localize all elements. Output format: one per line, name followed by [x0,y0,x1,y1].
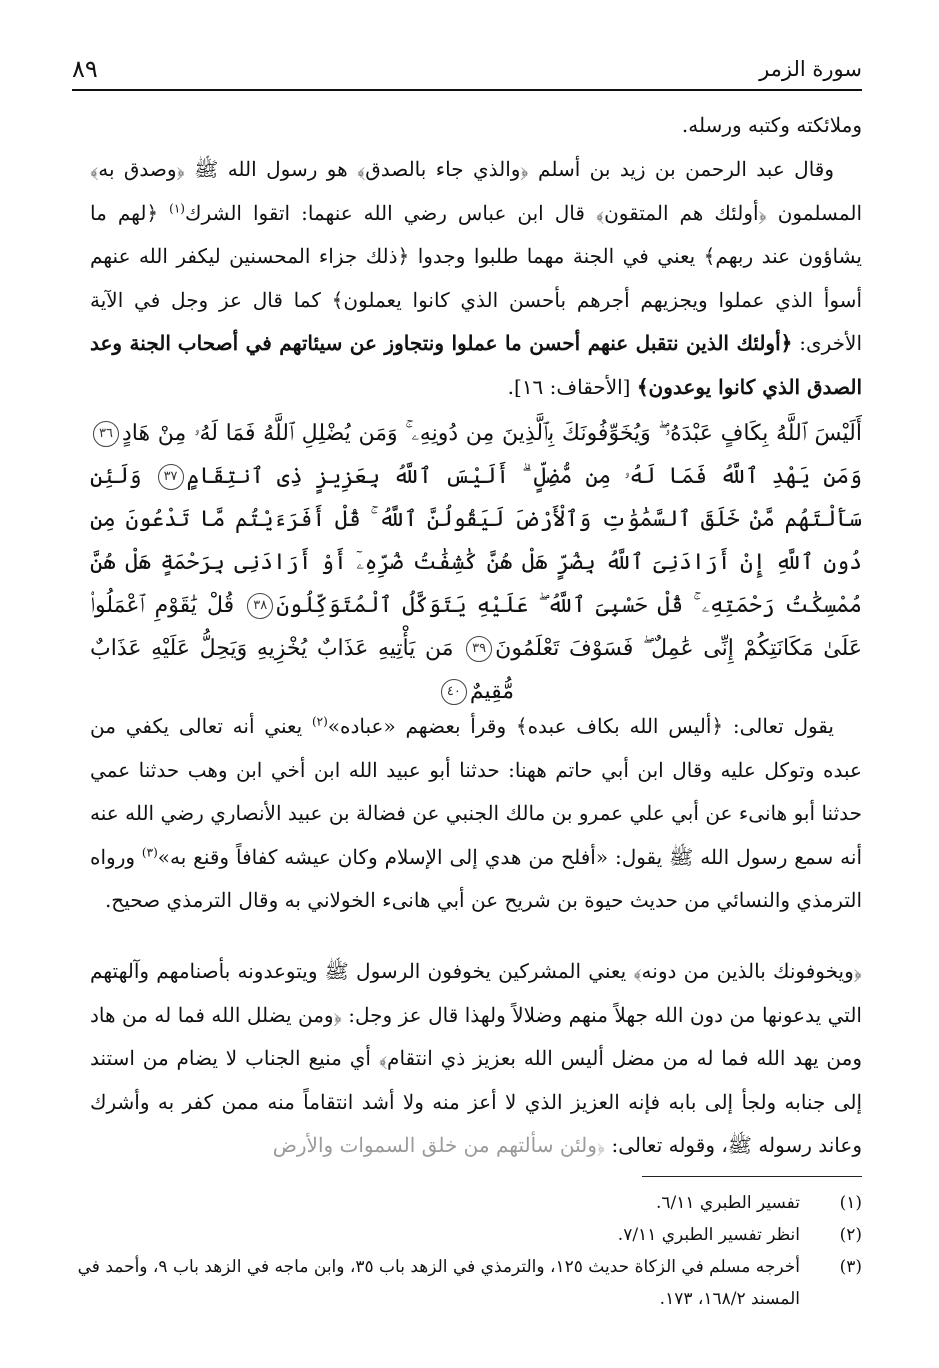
page-header [72,55,862,91]
ayah-number-38: ٣٨ [247,593,273,619]
footnote-ref-2: (٢) [311,714,328,729]
paragraph-abdulrahman [90,148,862,409]
p2-line-2b: ﴿لهم [117,200,170,225]
p4-faded-text: ﴿ولئن سألتهم من خلق السموات والأرض [272,1133,606,1157]
verse-39: قُلْ يَٰقَوْمِ ٱعْمَلُوا۟ عَلَىٰ مَكَانَتِكُمْ إِنِّى عَٰمِلٌ ۖ فَسَوْفَ تَعْلَمُونَ [90,593,863,661]
p3-text-c: ورواه الترمذي والنسائي من حديث حيوة بن شريح عن أبي هانىء الخولاني به وقال الترمذي صحيح. [90,844,862,912]
ayah-number-36: ٣٦ [93,421,119,447]
p2-line-3: ما يشاؤون عند ربهم﴾ يعني في الجنة مهما طلبوا وجدوا ﴿ذلك جزاء المحسنين ليكفر الله [90,200,863,268]
footnote-mark: (٣) [839,1257,862,1277]
paragraph-tafsir-37 [90,950,862,1168]
footnote-ref-1: (١) [169,200,185,215]
footnote-ref-3: (٣) [141,844,158,859]
footnote-1 [77,1187,862,1219]
surah-name: سورة الزمر [759,57,862,81]
p4-text: ﴿ويخوفونك بالذين من دونه﴾ يعني المشركين يخوفون الرسول ﷺ ويتوعدونه بأصنامهم وآلهتهم التي يدعونها من دون الله جهلاً منهم وضلالاً ولهذا قال عز وجل: ﴿ومن يضلل الله فما له من هاد ومن يهد الله فما له من مضل أليس الله بعزيز ذي انتقام﴾ أي منيع الجناب لا يضام من استند إلى جنابه ولجأ إلى بابه فإنه العزيز الذي لا أعز منه ولا أشد انتقاماً منه ممن كفر به وأشرك وعاند رسوله ﷺ، وقوله تعالى: [90,959,862,1157]
footnote-text: أخرجه مسلم في الزكاة حديث ١٢٥، والترمذي في الزهد باب ٣٥، وابن ماجه في الزهد باب ٩، وأحمد في المسند ١٦٨/٢، ١٧٣. [77,1257,800,1309]
footnote-text: تفسير الطبري ٦/١١. [655,1193,800,1213]
verse-36: أَلَيْسَ ٱللَّهُ بِكَافٍ عَبْدَهُۥ ۖ وَيُخَوِّفُونَكَ بِٱلَّذِينَ مِن دُونِهِۦ ۚ وَمَن يُضْلِلِ ٱللَّهُ فَمَا لَهُۥ مِنْ هَادٍ [122,421,862,446]
ayah-number-37: ٣٧ [158,464,184,490]
footnote-3 [77,1251,862,1315]
paragraph-tafsir-36 [90,705,862,923]
footnote-mark: (١) [839,1193,862,1213]
ayah-number-39: ٣٩ [466,636,492,662]
p3-text-a: يقول تعالى: ﴿أليس الله بكاف عبده﴾ وقرأ بعضهم «عباده» [327,714,834,738]
verse-37: وَمَن يَهْدِ ٱللَّهُ فَمَا لَهُۥ مِن مُّضِلٍّ ۗ أَلَيْسَ ٱللَّهُ بِعَزِيزٍ ذِى ٱنتِقَامٍ [186,464,862,489]
footnotes [77,1187,862,1315]
paragraph-continuation: وملائكته وكتبه ورسله. [681,113,862,137]
p2-line-1: وقال عبد الرحمن بن زيد بن أسلم ﴿والذي جاء بالصدق﴾ هو رسول الله ﷺ ﴿وصدق [123,157,835,181]
footnote-2 [77,1219,862,1251]
page-number: ٨٩ [72,55,98,83]
verse-38: وَلَئِن سَأَلْتَهُم مَّنْ خَلَقَ ٱلسَّمَٰوَٰتِ وَٱلْأَرْضَ لَيَقُولُنَّ ٱللَّهُ ۚ قُلْ أَفَرَءَيْتُم مَّا تَدْعُونَ مِن دُونِ ٱللَّهِ إِنْ أَرَادَنِىَ ٱللَّهُ بِضُرٍّ هَلْ هُنَّ كَٰشِفَٰتُ ضُرِّهِۦٓ أَوْ أَرَادَنِى بِرَحْمَةٍ هَلْ هُنَّ مُمْسِكَٰتُ رَحْمَتِهِۦ ۚ قُلْ حَسْبِىَ ٱللَّهُ ۖ عَلَيْهِ يَتَوَكَّلُ ٱلْمُتَوَكِّلُونَ [90,464,863,618]
p2-line-6b: [الأحقاف: ١٦]. [507,374,637,399]
footnote-divider [642,1176,862,1177]
p3-text-b: يعني أنه تعالى يكفي من عبده وتوكل عليه وقال ابن أبي حاتم ههنا: حدثنا أبو عبيد الله ابن أخي ابن وهب حدثنا عمي حدثنا أبو هانىء عن أبي علي عمرو بن مالك الجنبي عن فضالة بن عبيد الأنصاري رضي الله عنه أنه سمع رسول الله ﷺ يقول: «أفلح من هدي إلى الإسلام وكان عيشه كفافاً وقنع به» [90,714,862,869]
footnote-mark: (٢) [839,1225,862,1245]
p2-line-5b: ﴿أولئك الذين نتقبل عنهم أحسن ما عملوا ونتجاوز عن سيئاتهم في أصحاب [177,331,793,355]
p2-line-6a: الجنة وعد الصدق الذي كانوا يوعدون﴾ [90,331,862,399]
verse-40: مَن يَأْتِيهِ عَذَابٌ يُخْزِيهِ وَيَحِلُّ عَلَيْهِ عَذَابٌ مُّقِيمٌ [90,636,515,704]
p2-line-4: عنهم أسوأ الذي عملوا ويجزيهم أجرهم بأحسن الذي كانوا يعملون﴾ كما قال عز وجل في [90,244,862,312]
p2-line-2a: به﴾ المسلمون ﴿أولئك هم المتقون﴾ قال ابن عباس رضي الله عنهما: اتقوا الشرك [90,157,862,225]
footnote-text: انظر تفسير الطبري ٧/١١. [617,1225,800,1245]
p2-line-5a: الآية الأخرى: [90,287,863,355]
ayah-number-40: ٤٠ [441,679,467,705]
quran-verses [90,412,862,713]
